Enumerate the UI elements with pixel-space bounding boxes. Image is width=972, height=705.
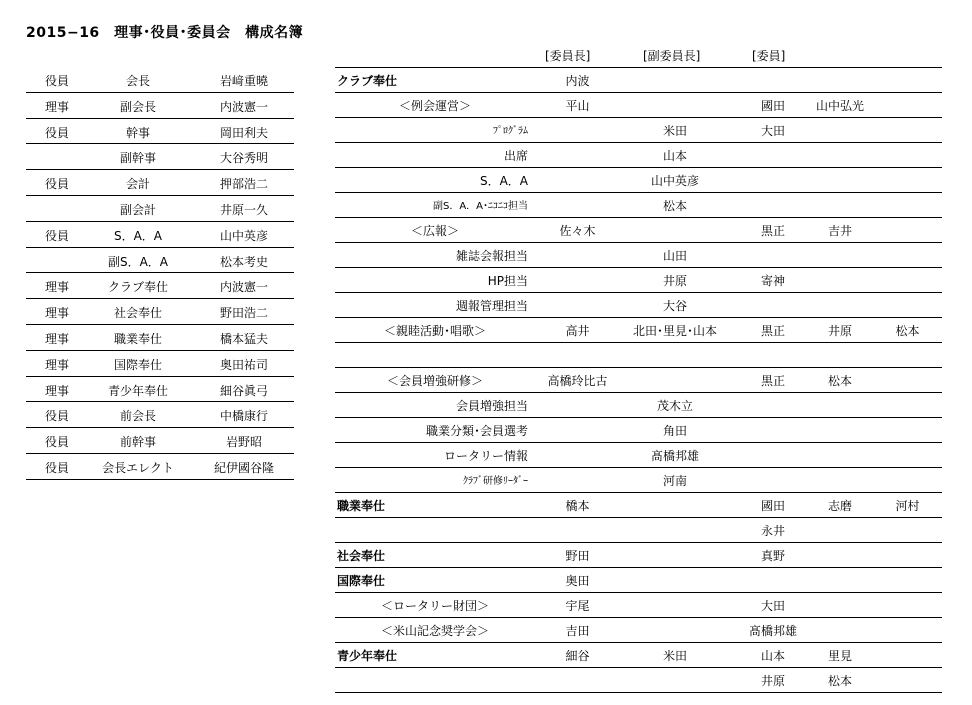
officer-position: 前会長 — [119, 409, 156, 424]
officer-position: 社会奉仕 — [113, 306, 162, 321]
committee-row — [335, 93, 942, 118]
committee-row — [335, 168, 942, 193]
officer-row — [26, 299, 294, 325]
committee-row — [335, 343, 942, 368]
officer-position: 青少年奉仕 — [107, 383, 168, 398]
committee-chair: 内波 — [565, 74, 590, 88]
committee-row — [335, 618, 942, 643]
committee-chair: 宇尾 — [565, 599, 590, 613]
committee-label: 職業奉仕 — [337, 499, 386, 513]
committee-member-1: 寄神 — [760, 274, 785, 288]
committee-member-3: 河村 — [895, 499, 920, 513]
officer-type: 役員 — [44, 435, 69, 450]
committee-vice-chair: 山本 — [662, 149, 687, 163]
officer-type: 理事 — [44, 99, 69, 114]
officer-row — [26, 144, 294, 170]
committee-label: 雑誌会報担当 — [455, 249, 528, 263]
committee-vice-chair: 角田 — [662, 424, 687, 438]
committee-label: 出席 — [503, 149, 528, 163]
officer-row — [26, 67, 294, 93]
committee-vice-chair: 山田 — [662, 249, 687, 263]
committee-row — [335, 443, 942, 468]
committee-row — [335, 568, 942, 593]
committee-chair: 細谷 — [565, 649, 590, 663]
officer-name: 山中英彦 — [219, 228, 268, 243]
committee-member-2: 山中弘光 — [815, 99, 864, 113]
committee-member-1: 黒正 — [760, 374, 785, 388]
committee-row — [335, 518, 942, 543]
officer-row — [26, 248, 294, 274]
committee-row — [335, 68, 942, 93]
committee-row — [335, 318, 942, 343]
officer-type: 理事 — [44, 357, 69, 372]
committee-member-1: 國田 — [760, 499, 785, 513]
committee-label: HP担当 — [487, 274, 528, 288]
committee-vice-chair: 河南 — [662, 474, 687, 488]
committee-vice-chair: 北田･里見･山本 — [632, 324, 717, 338]
officer-position: 会長エレクト — [102, 460, 174, 475]
committee-label: ＜ロータリー財団＞ — [380, 599, 489, 613]
officer-type: 理事 — [44, 306, 69, 321]
officer-type: 役員 — [44, 460, 69, 475]
officer-type: 理事 — [44, 280, 69, 295]
committee-row — [335, 493, 942, 518]
committee-row — [335, 243, 942, 268]
committee-row — [335, 368, 942, 393]
committee-member-1: 山本 — [760, 649, 785, 663]
officer-name: 大谷秀明 — [219, 151, 268, 166]
officer-row — [26, 377, 294, 403]
officer-type: 役員 — [44, 409, 69, 424]
committee-member-2: 志磨 — [827, 499, 852, 513]
officer-type: 役員 — [44, 177, 69, 192]
committee-label: ＜親睦活動･唱歌＞ — [383, 324, 486, 338]
committee-row — [335, 643, 942, 668]
committee-member-2: 松本 — [827, 374, 852, 388]
committee-member-1: 井原 — [760, 674, 785, 688]
committee-chair: 高井 — [565, 324, 590, 338]
committee-vice-chair: 山中英彦 — [650, 174, 699, 188]
committee-row — [335, 193, 942, 218]
committee-row — [335, 668, 942, 693]
officer-type: 役員 — [44, 74, 69, 88]
officer-name: 中橋康行 — [219, 409, 268, 424]
officer-row — [26, 119, 294, 145]
officer-position: 国際奉仕 — [113, 357, 162, 372]
committee-label: クラブ奉仕 — [337, 74, 398, 88]
committee-member-1: 永井 — [760, 524, 785, 538]
committee-row — [335, 218, 942, 243]
officer-name: 奥田祐司 — [219, 357, 268, 372]
committee-label: 社会奉仕 — [337, 549, 386, 563]
officer-position: 副S．A．A — [107, 254, 169, 269]
page-title: 2015−16 理事･役員･委員会 構成名簿 — [26, 25, 304, 41]
officer-name: 岩野昭 — [225, 435, 262, 450]
committee-vice-chair: 米田 — [662, 124, 687, 138]
officer-position: 幹事 — [125, 125, 150, 140]
committee-vice-chair: 米田 — [662, 649, 687, 663]
committee-member-2: 吉井 — [827, 224, 852, 238]
committee-row — [335, 393, 942, 418]
officer-type: 役員 — [44, 125, 69, 140]
committee-label: 会員増強担当 — [455, 399, 528, 413]
committee-vice-chair: 髙橋邦雄 — [650, 449, 699, 463]
committee-label: ＜会員増強研修＞ — [386, 374, 483, 388]
committee-member-2: 井原 — [827, 324, 852, 338]
committee-member-1: 黒正 — [760, 324, 785, 338]
officer-name: 松本考史 — [219, 254, 268, 269]
committee-label: ｸﾗﾌﾞ研修ﾘｰﾀﾞｰ — [463, 476, 528, 487]
committee-label: 国際奉仕 — [337, 574, 386, 588]
committee-chair: 吉田 — [565, 624, 590, 638]
officer-position: 副会長 — [119, 99, 156, 114]
committee-chair: 平山 — [565, 99, 590, 113]
committee-label: ＜米山記念奨学会＞ — [380, 624, 489, 638]
header-vice-chair: [副委員長] — [643, 49, 701, 63]
committee-vice-chair: 茂木立 — [656, 399, 693, 413]
officer-row — [26, 351, 294, 377]
officer-row — [26, 402, 294, 428]
committee-row — [335, 143, 942, 168]
officer-position: 前幹事 — [119, 435, 156, 450]
officer-name: 橋本猛夫 — [219, 331, 268, 346]
officer-row — [26, 454, 294, 480]
officer-position: S．A．A — [113, 228, 163, 243]
officer-row — [26, 325, 294, 351]
committee-label: 職業分類･会員選考 — [425, 424, 528, 438]
officer-row — [26, 273, 294, 299]
officer-type: 役員 — [44, 228, 69, 243]
officer-position: 会計 — [125, 177, 150, 192]
committee-label: ＜広報＞ — [410, 224, 459, 238]
header-member: [委員] — [752, 49, 786, 63]
officer-name: 井原一久 — [219, 202, 268, 217]
officer-position: 職業奉仕 — [113, 331, 162, 346]
officer-row — [26, 222, 294, 248]
header-chair: [委員長] — [545, 49, 591, 63]
committee-label: S．A．A — [479, 174, 528, 188]
officer-type: 理事 — [44, 331, 69, 346]
committee-vice-chair: 井原 — [662, 274, 687, 288]
committee-member-1: 真野 — [760, 549, 785, 563]
officer-row — [26, 93, 294, 119]
committee-chair: 野田 — [565, 549, 590, 563]
committee-member-1: 大田 — [760, 599, 785, 613]
committee-row — [335, 468, 942, 493]
committee-label: ＜例会運営＞ — [398, 99, 471, 113]
committee-row — [335, 593, 942, 618]
committee-row — [335, 418, 942, 443]
officer-row — [26, 428, 294, 454]
officer-name: 岡田利夫 — [219, 125, 268, 140]
committee-row — [335, 293, 942, 318]
committee-chair: 高橋玲比古 — [547, 374, 608, 388]
committee-chair: 奥田 — [565, 574, 590, 588]
committee-member-2: 里見 — [827, 649, 852, 663]
committee-label: 副S．A．A･ﾆｺﾆｺ担当 — [432, 201, 528, 212]
officer-row — [26, 196, 294, 222]
committee-label: ロータリー情報 — [443, 449, 528, 463]
committee-row — [335, 543, 942, 568]
officer-type: 理事 — [44, 383, 69, 398]
officer-position: 副幹事 — [119, 151, 156, 166]
officer-name: 内波憲一 — [219, 99, 268, 114]
officer-name: 岩﨑重曉 — [219, 74, 268, 88]
officer-position: クラブ奉仕 — [107, 280, 168, 295]
committee-row — [335, 118, 942, 143]
officer-position: 会長 — [125, 74, 150, 88]
officer-position: 副会計 — [119, 202, 156, 217]
committee-label: 青少年奉仕 — [337, 649, 398, 663]
officer-name: 内波憲一 — [219, 280, 268, 295]
committee-member-1: 黒正 — [760, 224, 785, 238]
committee-chair: 橋本 — [565, 499, 590, 513]
committee-member-2: 松本 — [827, 674, 852, 688]
officer-name: 紀伊國谷隆 — [213, 460, 274, 475]
committee-table — [335, 67, 942, 693]
committee-chair: 佐々木 — [559, 224, 596, 238]
committee-member-3: 松本 — [895, 324, 920, 338]
committee-member-1: 大田 — [760, 124, 785, 138]
committee-member-1: 國田 — [760, 99, 785, 113]
officer-name: 野田浩二 — [219, 306, 268, 321]
committee-vice-chair: 松本 — [662, 199, 687, 213]
officer-name: 押部浩二 — [219, 177, 268, 192]
officer-name: 細谷眞弓 — [219, 383, 268, 398]
officers-table — [26, 67, 294, 480]
committee-label: ﾌﾟﾛｸﾞﾗﾑ — [493, 126, 528, 137]
committee-label: 週報管理担当 — [455, 299, 528, 313]
committee-vice-chair: 大谷 — [662, 299, 687, 313]
committee-member-1: 髙橋邦雄 — [748, 624, 797, 638]
officer-row — [26, 170, 294, 196]
committee-row — [335, 268, 942, 293]
